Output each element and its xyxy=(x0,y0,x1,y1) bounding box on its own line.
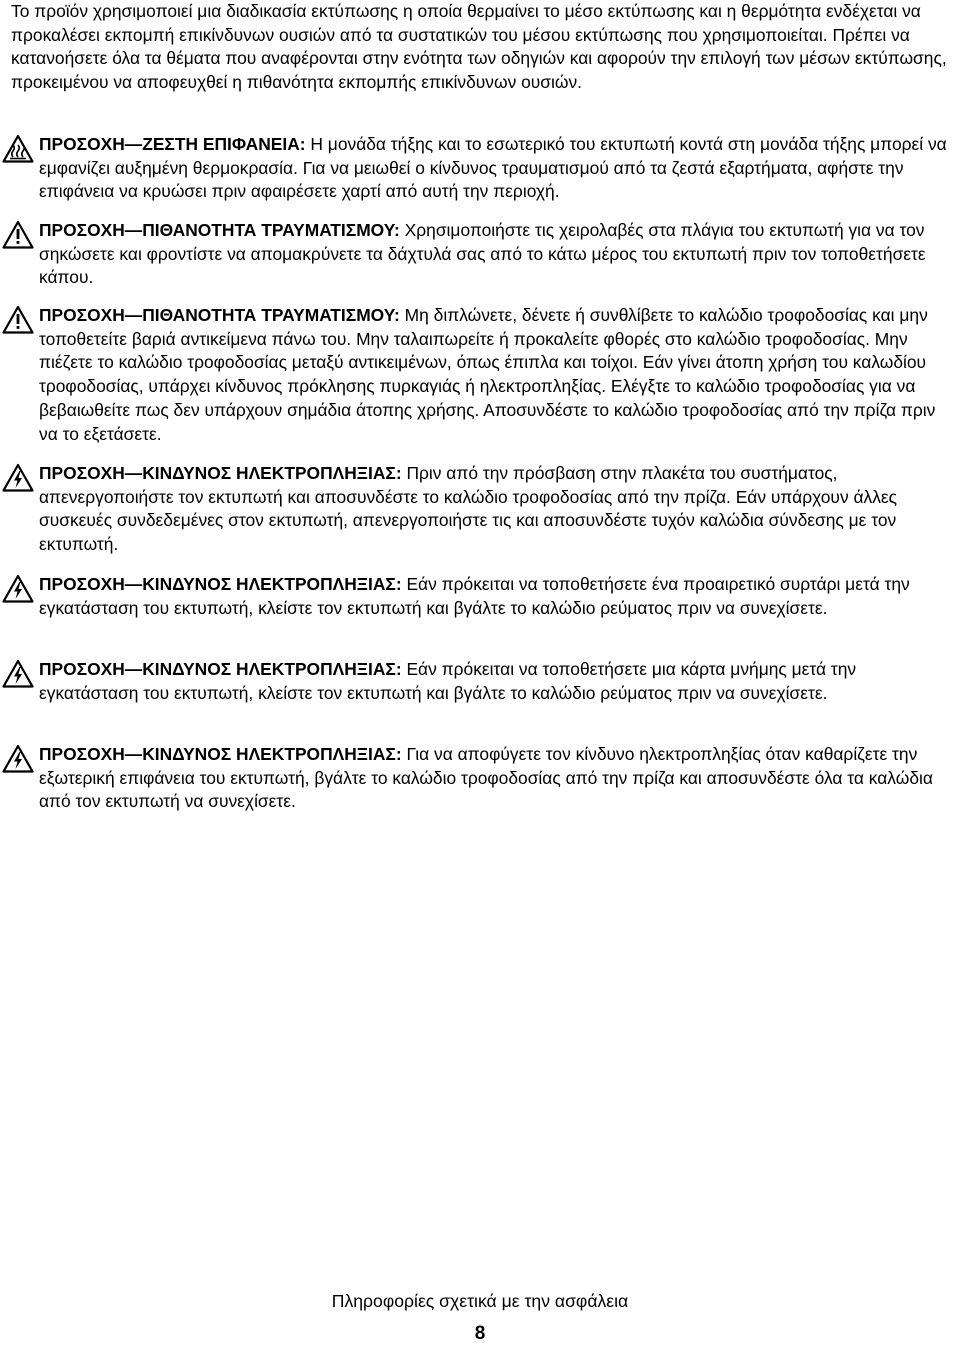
warning-text xyxy=(39,219,957,290)
warning-label: ΠΡΟΣΟΧΗ—ΚΙΝΔΥΝΟΣ ΗΛΕΚΤΡΟΠΛΗΞΙΑΣ: xyxy=(39,659,402,679)
warning-body: Εάν πρόκειται να τοποθετήσετε μια κάρτα μνήμης μετά την εγκατάσταση του εκτυπωτή, κλείστε τον εκτυπωτή και βγάλτε το καλώδιο ρεύματος πριν να συνεχίσετε. xyxy=(39,659,857,703)
intro-paragraph: Το προϊόν χρησιμοποιεί μια διαδικασία εκτύπωσης η οποία θερμαίνει το μέσο εκτύπωσης και η θερμότητα ενδέχεται να προκαλέσει εκπομπή επικίνδυνων ουσιών από τα συστατικών του μέσου εκτύπωσης που χρησιμοποιείται. Πρέπει να κατανοήσετε όλα τα θέματα που αναφέρονται στην ενότητα των οδηγιών και αφορούν την επιλογή των μέσων εκτύπωσης, προκειμένου να αποφευχθεί η πιθανότητα εκπομπής επικίνδυνων ουσιών. xyxy=(11,1,947,93)
warning-injury-power-cord xyxy=(0,304,960,446)
page-number: 8 xyxy=(474,1323,486,1344)
warning-body: Μη διπλώνετε, δένετε ή συνθλίβετε το καλώδιο τροφοδοσίας και μην τοποθετείτε βαριά αντικείμενα πάνω του. Μην ταλαιπωρείτε ή προκαλείτε φθορές στο καλώδιο τροφοδοσίας. Μην πιέζετε το καλώδιο τροφοδοσίας μεταξύ αντικειμένων, όπως έπιπλα και τοίχοι. Εάν γίνει άτοπη χρήση του καλωδίου τροφοδοσίας, υπάρχει κίνδυνος πρόκλησης πυρκαγιάς ή ηλεκτροπληξίας. Ελέγξτε το καλώδιο τροφοδοσίας για να βεβαιωθείτε πως δεν υπάρχουν σημάδια άτοπης χρήσης. Αποσυνδέστε το καλώδιο τροφοδοσίας από την πρίζα πριν να το εξετάσετε. xyxy=(39,305,936,444)
warning-injury-lifting xyxy=(0,219,960,290)
warning-label: ΠΡΟΣΟΧΗ—ΖΕΣΤΗ ΕΠΙΦΑΝΕΙΑ: xyxy=(39,134,306,154)
footer-section-title: Πληροφορίες σχετικά με την ασφάλεια xyxy=(331,1291,629,1311)
warning-label: ΠΡΟΣΟΧΗ—ΚΙΝΔΥΝΟΣ ΗΛΕΚΤΡΟΠΛΗΞΙΑΣ: xyxy=(39,574,402,594)
warning-text xyxy=(39,743,957,814)
warning-icon xyxy=(2,305,34,334)
electric-shock-icon xyxy=(2,463,34,492)
warning-label: ΠΡΟΣΟΧΗ—ΚΙΝΔΥΝΟΣ ΗΛΕΚΤΡΟΠΛΗΞΙΑΣ: xyxy=(39,463,402,483)
warning-text xyxy=(39,573,957,620)
warning-body: Πριν από την πρόσβαση στην πλακέτα του συστήματος, απενεργοποιήστε τον εκτυπωτή και αποσυνδέστε το καλώδιο τροφοδοσίας από την πρίζα. Εάν υπάρχουν άλλες συσκευές συνδεδεμένες στον εκτυπωτή, απενεργοποιήστε τις και αποσυνδέστε τυχόν καλώδια σύνδεσης με τον εκτυπωτή. xyxy=(39,463,898,555)
warning-label: ΠΡΟΣΟΧΗ—ΠΙΘΑΝΟΤΗΤΑ ΤΡΑΥΜΑΤΙΣΜΟΥ: xyxy=(39,305,400,325)
warning-hot-surface xyxy=(0,133,960,204)
warning-body: Για να αποφύγετε τον κίνδυνο ηλεκτροπληξίας όταν καθαρίζετε την εξωτερική επιφάνεια του εκτυπωτή, βγάλτε το καλώδιο τροφοδοσίας από την πρίζα και αποσυνδέστε όλα τα καλώδια από τον εκτυπωτή να συνεχίσετε. xyxy=(39,744,933,812)
electric-shock-icon xyxy=(2,574,34,603)
warning-electric-memory-card xyxy=(0,658,960,705)
warning-icon xyxy=(2,220,34,249)
warning-text xyxy=(39,658,957,705)
warning-text xyxy=(39,133,957,204)
warning-text xyxy=(39,304,957,446)
warning-body: Η μονάδα τήξης και το εσωτερικό του εκτυπωτή κοντά στη μονάδα τήξης μπορεί να εμφανίζει αυξημένη θερμοκρασία. Για να μειωθεί ο κίνδυνος τραυματισμού από τα ζεστά εξαρτήματα, αφήστε την επιφάνεια να κρυώσει πριν αφαιρέσετε χαρτί από αυτή την περιοχή. xyxy=(39,134,947,202)
hot-surface-icon xyxy=(2,134,34,163)
warning-text xyxy=(39,462,957,557)
warning-electric-cleaning xyxy=(0,743,960,814)
warning-label: ΠΡΟΣΟΧΗ—ΠΙΘΑΝΟΤΗΤΑ ΤΡΑΥΜΑΤΙΣΜΟΥ: xyxy=(39,220,400,240)
warning-electric-tray xyxy=(0,573,960,620)
electric-shock-icon xyxy=(2,744,34,773)
warning-electric-system-board xyxy=(0,462,960,557)
warning-body: Εάν πρόκειται να τοποθετήσετε ένα προαιρετικό συρτάρι μετά την εγκατάσταση του εκτυπωτή, κλείστε τον εκτυπωτή και βγάλτε το καλώδιο ρεύματος πριν να συνεχίσετε. xyxy=(39,574,910,618)
warning-label: ΠΡΟΣΟΧΗ—ΚΙΝΔΥΝΟΣ ΗΛΕΚΤΡΟΠΛΗΞΙΑΣ: xyxy=(39,744,402,764)
warning-body: Χρησιμοποιήστε τις χειρολαβές στα πλάγια του εκτυπωτή για να τον σηκώσετε και φροντίστε να απομακρύνετε τα δάχτυλά σας από το κάτω μέρος του εκτυπωτή πριν τον τοποθετήσετε κάπου. xyxy=(39,220,926,288)
electric-shock-icon xyxy=(2,659,34,688)
